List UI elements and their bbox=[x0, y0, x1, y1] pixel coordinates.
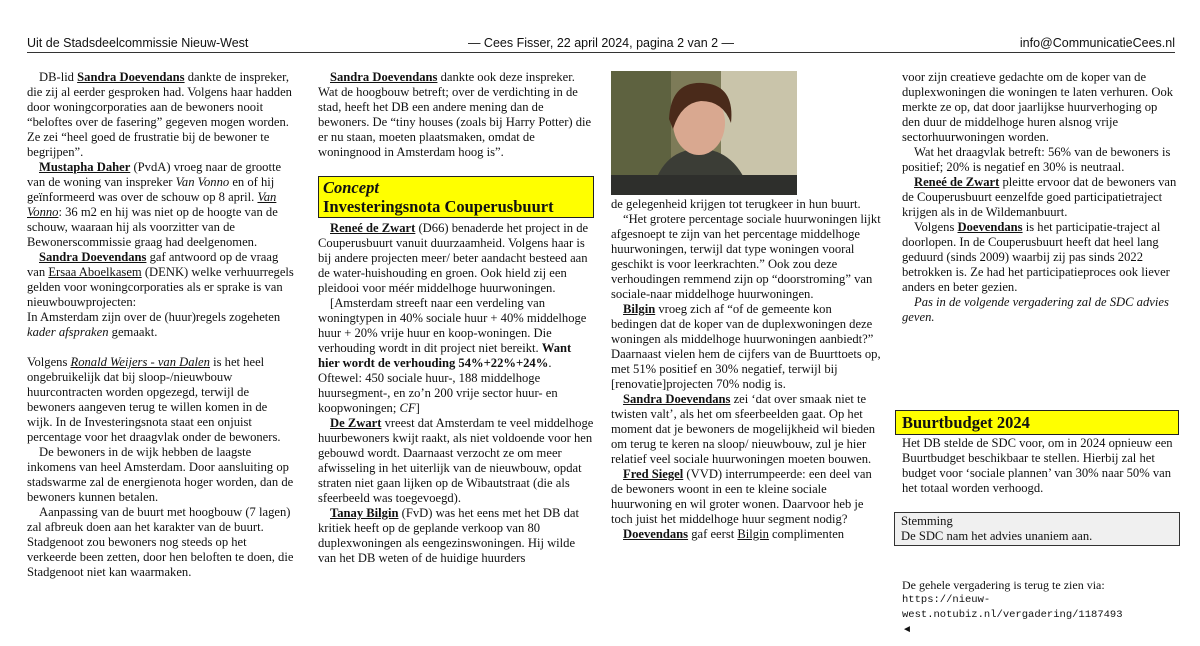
footer-text: De gehele vergadering is terug te zien via: bbox=[902, 578, 1105, 592]
paragraph: Pas in de volgende vergadering zal de SDC advies geven. bbox=[902, 295, 1169, 324]
paragraph: Sandra Doevendans dankte ook deze inspreker. Wat de hoogbouw betreft; over de verdichting in de stad, heeft het DB een andere mening dan de bewoners. De “tiny houses (zoals bij Harry Potter) die er nu staan, moeten plaatsmaken, omdat de woningnood in Amsterdam hoog is”. bbox=[318, 70, 592, 159]
person-name: Reneé de Zwart bbox=[330, 221, 416, 235]
paragraph: voor zijn creatieve gedachte om de koper van de duplexwoningen die woningen te laten verhuren. Ook merkte ze op, dat door jaarlijkse huurverhoging op den duur de middelhoge huren alsnog vrije sectorhuurwoningen worden. bbox=[902, 70, 1174, 144]
section-heading-box bbox=[318, 176, 594, 218]
heading-line-2: Investeringsnota Couperusbuurt bbox=[323, 197, 554, 216]
person-name: Sandra Doevendans bbox=[623, 392, 731, 406]
paragraph: Fred Siegel (VVD) interrumpeerde: een deel van de bewoners woont in een te kleine sociale huurwoning en wil groter wonen. Daarvoor heb je toch juist het middelhoge huur segment nodig? bbox=[611, 467, 872, 526]
person-name: Bilgin bbox=[623, 302, 656, 316]
paragraph: De Zwart vreest dat Amsterdam te veel middelhoge huurbewoners kwijt raakt, als niet voldoende voor hen gebouwd wordt. Daarnaast verzocht ze om meer afwisseling in het uiterlijk van de nieuwbouw, opdat straten niet gaan lijken op de Wibautstraat (die als sfeerbeeld was toegevoegd). bbox=[318, 416, 594, 505]
paragraph: Tanay Bilgin (FvD) was het eens met het DB dat kritiek heeft op de geplande verkoop van 80 duplexwoningen als eengezinswoningen. Hij wilde van het DB weten of de huidige huurders bbox=[318, 506, 579, 565]
speaker-photo bbox=[611, 71, 797, 195]
header-source: Uit de Stadsdeelcommissie Nieuw-West bbox=[27, 36, 249, 50]
person-name: Doevendans bbox=[957, 220, 1023, 234]
person-name: Mustapha Daher bbox=[39, 160, 131, 174]
paragraph: Volgens Ronald Weijers - van Dalen is het heel ongebruikelijk dat bij sloop-/nieuwbouw huurcontracten worden opgezegd, terwijl de bewoners aangeven terug te willen komen in de wijk. In de Investeringsnota staat een onjuist percentage voor het draagvlak onder de bewoners. bbox=[27, 355, 281, 444]
person-name: Fred Siegel bbox=[623, 467, 684, 481]
page-header bbox=[27, 36, 1175, 53]
heading-line-1: Concept bbox=[323, 178, 379, 197]
vote-box bbox=[894, 512, 1180, 546]
person-name: Reneé de Zwart bbox=[914, 175, 1000, 189]
header-email[interactable]: info@CommunicatieCees.nl bbox=[1019, 36, 1175, 50]
paragraph: Reneé de Zwart (D66) benaderde het project in de Couperusbuurt vanuit duurzaamheid. Volgens haar is bij andere projecten meer/ beter aandacht besteed aan de water-huishouding en groen. Ook hield zij een pleidooi voor méér middelhoge huurwoningen. bbox=[318, 221, 589, 295]
header-author-date: — Cees Fisser, 22 april 2024, pagina 2 van 2 — bbox=[467, 36, 735, 50]
paragraph: In Amsterdam zijn over de (huur)regels zogeheten kader afspraken gemaakt. bbox=[27, 310, 281, 339]
buurtbudget-text bbox=[902, 436, 1178, 496]
column-1 bbox=[27, 70, 295, 580]
speaker-illustration bbox=[611, 71, 797, 195]
paragraph: de gelegenheid krijgen tot terugkeer in hun buurt. bbox=[611, 197, 861, 211]
paragraph: “Het grotere percentage sociale huurwoningen lijkt afgesnoept te zijn van het percentage middelhoge huurwoningen, terwijl dat type woningen vooral geschikt is voor leerkrachten.” Ook zou deze verhoudingen remmend zijn op “doorstroming” van sociale-naar middelhoge huurwoningen. bbox=[611, 212, 881, 301]
paragraph: DB-lid Sandra Doevendans dankte de inspreker, die zij al eerder gesproken had. Volgens haar hadden door woningcorporaties aan de bewoners nooit “beloftes over de fasering” gegeven mogen worden. Ze zei “heel goed de frustratie bij de bewoner te begrijpen”. bbox=[27, 70, 292, 159]
person-name: Tanay Bilgin bbox=[330, 506, 399, 520]
person-name: Doevendans bbox=[623, 527, 689, 541]
paragraph: Sandra Doevendans gaf antwoord op de vraag van Ersaa Aboelkasem (DENK) welke verhuurregels gelden voor woningcorporaties als er sprake is van nieuwbouwprojecten: bbox=[27, 250, 294, 309]
paragraph: Bilgin vroeg zich af “of de gemeente kon bedingen dat de koper van de duplexwoningen deze woningen als middelhoge huurwoningen aanbiedt?” Daarnaast vielen hem de cijfers van de Buurttoets op, met 51% positief en 30% negatief, terwijl bij [renovatie]projecten 70% nodig is. bbox=[611, 302, 881, 391]
person-link: Ersaa Aboelkasem bbox=[48, 265, 142, 279]
paragraph: Wat het draagvlak betreft: 56% van de bewoners is positief; 20% is negatief en 30% is neutraal. bbox=[902, 145, 1171, 174]
vote-result: De SDC nam het advies unaniem aan. bbox=[901, 529, 1093, 543]
person-name: Ronald Weijers - van Dalen bbox=[70, 355, 210, 369]
column-3 bbox=[611, 197, 881, 542]
person-name: Sandra Doevendans bbox=[77, 70, 185, 84]
vote-label: Stemming bbox=[901, 514, 953, 528]
footer-reference bbox=[902, 578, 1182, 636]
buurtbudget-heading-box bbox=[895, 410, 1179, 435]
column-2 bbox=[318, 70, 594, 566]
paragraph: [Amsterdam streeft naar een verdeling van woningtypen in 40% sociale huur + 40% middelhoge huur + 20% vrije huur en koop-woningen. Die verhouding wordt in dit project niet bereikt. Want hier wordt de verhouding 54%+22%+24%. Oftewel: 450 sociale huur-, 188 middelhoge huursegment-, en zo’n 200 vrije sector huur- en koopwoningen; CF] bbox=[318, 296, 587, 415]
paragraph: Het DB stelde de SDC voor, om in 2024 opnieuw een Buurtbudget beschikbaar te stellen. Hierbij zal het budget voor ‘sociale plannen’ van 30% naar 50% van het totaal worden verhoogd. bbox=[902, 436, 1173, 495]
person-name: Sandra Doevendans bbox=[330, 70, 438, 84]
paragraph: Doevendans gaf eerst Bilgin complimenten bbox=[623, 527, 845, 541]
buurtbudget-title: Buurtbudget 2024 bbox=[902, 413, 1030, 432]
person-name: De Zwart bbox=[330, 416, 382, 430]
person-link: Bilgin bbox=[737, 527, 769, 541]
paragraph: Reneé de Zwart pleitte ervoor dat de bewoners van de Couperusbuurt eenzelfde goed participatietraject krijgen als in de Wildemanbuurt. bbox=[902, 175, 1177, 219]
person-name: Sandra Doevendans bbox=[39, 250, 147, 264]
paragraph: Volgens Doevendans is het participatie-traject al doorlopen. In de Couperusbuurt heeft dat heel lang geduurd (sinds 2009) waarbij zij pas sinds 2022 betrokken is. Ze had het participatieproces ook liever anders en beter gezien. bbox=[902, 220, 1170, 294]
meeting-link[interactable]: https://nieuw-west.notubiz.nl/vergadering/1187493 bbox=[902, 594, 1123, 621]
column-4 bbox=[902, 70, 1178, 325]
paragraph: De bewoners in de wijk hebben de laagste inkomens van heel Amsterdam. Door aansluiting op stadswarme zal de energienota hoger worden, dan de bewoners kunnen betalen. bbox=[27, 445, 294, 504]
back-arrow-icon[interactable]: ◄ bbox=[902, 624, 912, 635]
paragraph: Sandra Doevendans zei ‘dat over smaak niet te twisten valt’, als het om sfeerbeelden gaat. Op het moment dat je bewoners de mogelijkheid wil bieden om terug te keren na sloop/ nieuwbouw, zul je hier relatief veel sociale huurwoningen moeten bouwen. bbox=[611, 392, 876, 466]
paragraph: Aanpassing van de buurt met hoogbouw (7 lagen) zal afbreuk doen aan het karakter van de buurt. Stadgenoot zou bewoners nog steeds op het verkeerde been zetten, door hen beloften te doen, die Stadgenoot niet kan waarmaken. bbox=[27, 505, 294, 579]
paragraph: Mustapha Daher (PvdA) vroeg naar de grootte van de woning van inspreker Van Vonno en of hij geïnformeerd was over de schouw op 8 april. Van Vonno: 36 m2 en hij was niet op de hoogte van de schouw, waaraan hij als voorzitter van de Bewonerscommissie graag had deelgenomen. bbox=[27, 160, 282, 249]
